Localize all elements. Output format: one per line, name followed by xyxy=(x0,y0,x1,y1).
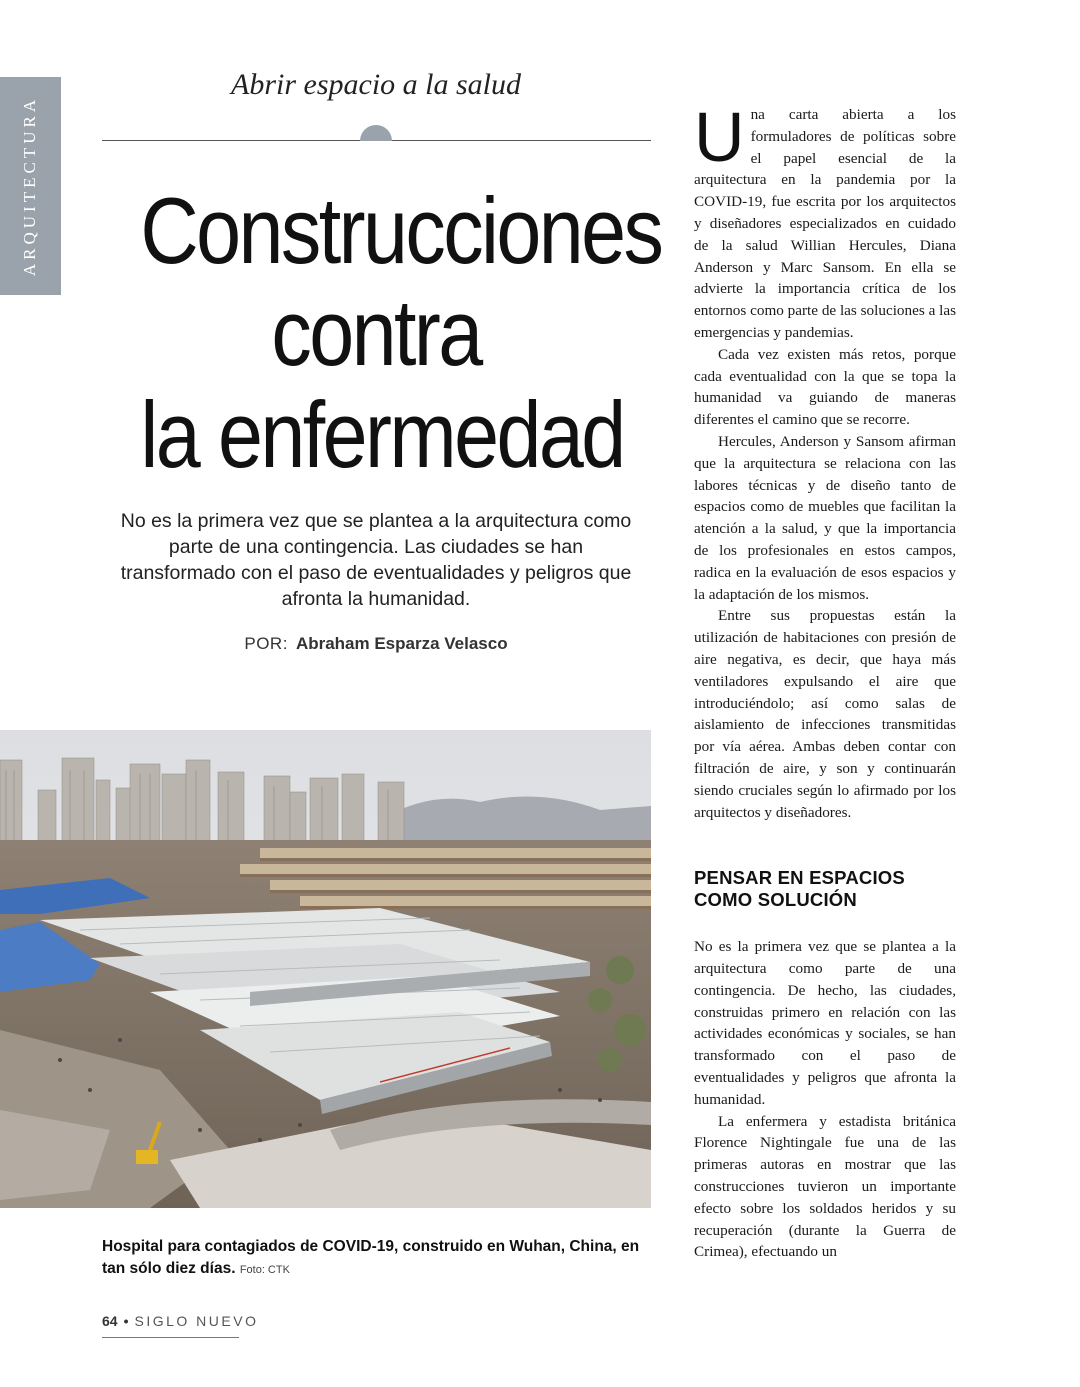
byline-author: Abraham Esparza Velasco xyxy=(295,634,508,653)
photo-caption xyxy=(102,1236,650,1281)
headline xyxy=(140,178,662,487)
article-paragraph-4: Entre sus propuestas están la utilización de habitaciones con presión de aire negativa, es decir, que haya más ventiladores expulsando el aire que introduciéndolo; así como salas de aislamiento de infecciones transmitidas por vía aérea. Ambas deben contar con filtración de aire, y son y continuarán siendo cruciales según lo afirmado por los arquitectos y diseñadores. xyxy=(694,607,956,821)
section-tab xyxy=(0,77,61,295)
article-paragraph-5: No es la primera vez que se plantea a la arquitectura como parte de una contingencia. De hecho, las ciudades, construidas primero en relación con las actividades económicas y sociales, se han transformado con el paso de eventualidades y peligros que afronta la humanidad. xyxy=(694,938,956,1108)
article-paragraph-1 xyxy=(694,98,956,344)
article-subhead: PENSAR EN ESPACIOS COMO SOLUCIÓN xyxy=(694,867,905,911)
drop-cap: U xyxy=(694,98,745,176)
section-label: ARQUITECTURA xyxy=(20,95,40,277)
byline-prefix: POR: xyxy=(244,634,288,653)
hospital-photo-illustration xyxy=(0,730,651,1208)
headline-line-2: contra xyxy=(271,280,481,385)
article-paragraph-2: Cada vez existen más retos, porque cada eventualidad con la que se topa la humanidad va guiando de maneras diferentes el camino que se recorre. xyxy=(694,345,956,429)
magazine-name: SIGLO NUEVO xyxy=(134,1313,259,1329)
caption-text: Hospital para contagiados de COVID-19, construido en Wuhan, China, en tan sólo diez días. xyxy=(102,1238,640,1277)
paragraph-1-text: na carta abierta a los formuladores de políticas sobre el papel esencial de la arquitectura en la pandemia por la COVID-19, fue escrita por los arquitectos y diseñadores especializados en cuidado de la salud Willian Hercules, Diana Anderson y Marc Sansom. En ella se advierte la importancia crítica de los entornos como parte de las soluciones a las emergencias y pandemias. xyxy=(694,106,956,341)
headline-line-1: Construcciones xyxy=(140,178,662,283)
page-footer xyxy=(102,1313,258,1329)
footer-rule xyxy=(102,1337,239,1338)
photo-credit: Foto: CTK xyxy=(239,1264,290,1276)
kicker-dot xyxy=(360,125,392,141)
byline xyxy=(102,634,650,654)
deck: No es la primera vez que se plantea a la arquitectura como parte de una contingencia. Las ciudades se han transformado con el paso de eventualidades y peligros que afronta la humanidad. xyxy=(120,510,632,610)
article-column xyxy=(694,98,956,1263)
headline-line-3: la enfermedad xyxy=(140,382,624,487)
kicker: Abrir espacio a la salud xyxy=(231,68,521,101)
footer-separator: • xyxy=(123,1313,129,1329)
page-number: 64 xyxy=(102,1313,118,1329)
hospital-photo xyxy=(0,730,651,1208)
article-paragraph-3: Hercules, Anderson y Sansom afirman que la arquitectura se relaciona con las labores técnicas y de diseño tanto de espacios como de muebles que facilitan la atención a la salud, y que la importancia de los profesionales en estos campos, radica en la evaluación de esos espacios y la adaptación de los mismos. xyxy=(694,432,956,603)
article-paragraph-6: La enfermera y estadista británica Florence Nightingale fue una de las primeras autoras en mostrar que las construcciones tuvieron un importante efecto sobre los soldados heridos y su recuperación (durante la Guerra de Crimea), efectuando un xyxy=(694,1112,956,1261)
